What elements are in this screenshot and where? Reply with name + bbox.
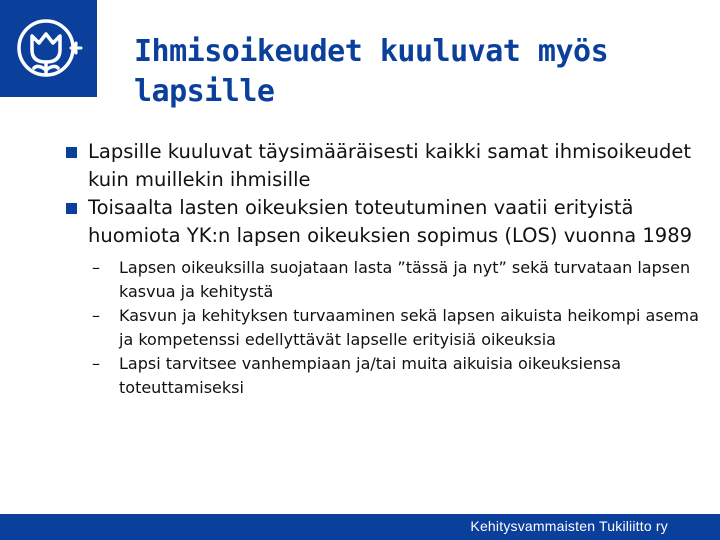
slide-title: Ihmisoikeudet kuuluvat myös lapsille	[134, 34, 609, 109]
square-bullet-icon	[66, 203, 77, 214]
sub-bullet-item	[92, 352, 702, 399]
bullet-text: Lapsille kuuluvat täysimääräisesti kaikki samat ihmisoikeudet kuin muillekin ihmisille	[88, 140, 691, 191]
sub-bullet-text: Lapsen oikeuksilla suojataan lasta ”tässä ja nyt” sekä turvataan lapsen kasvua ja kehitystä	[119, 258, 691, 301]
bullet-item	[62, 138, 702, 194]
sub-bullet-text: Lapsi tarvitsee vanhempiaan ja/tai muita aikuisia oikeuksiensa toteuttamiseksi	[119, 354, 622, 397]
sub-bullet-text: Kasvun ja kehityksen turvaaminen sekä lapsen aikuista heikompi asema ja kompetenssi edellyttävät lapselle erityisiä oikeuksia	[119, 306, 699, 349]
tulip-logo-icon	[8, 8, 88, 88]
footer-organization: Kehitysvammaisten Tukiliitto ry	[470, 518, 668, 534]
sub-bullet-item	[92, 304, 702, 351]
footer-bar	[0, 514, 720, 540]
slide-content	[62, 138, 702, 400]
sub-bullet-item	[92, 256, 702, 303]
square-bullet-icon	[66, 147, 77, 158]
dash-marker: –	[92, 354, 100, 373]
bullet-text: Toisaalta lasten oikeuksien toteutuminen vaatii erityistä huomiota YK:n lapsen oikeuksien sopimus (LOS) vuonna 1989	[88, 196, 693, 247]
bullet-item	[62, 194, 702, 250]
logo	[0, 0, 97, 97]
sub-bullet-list	[62, 256, 702, 399]
dash-marker: –	[92, 306, 100, 325]
dash-marker: –	[92, 258, 100, 277]
